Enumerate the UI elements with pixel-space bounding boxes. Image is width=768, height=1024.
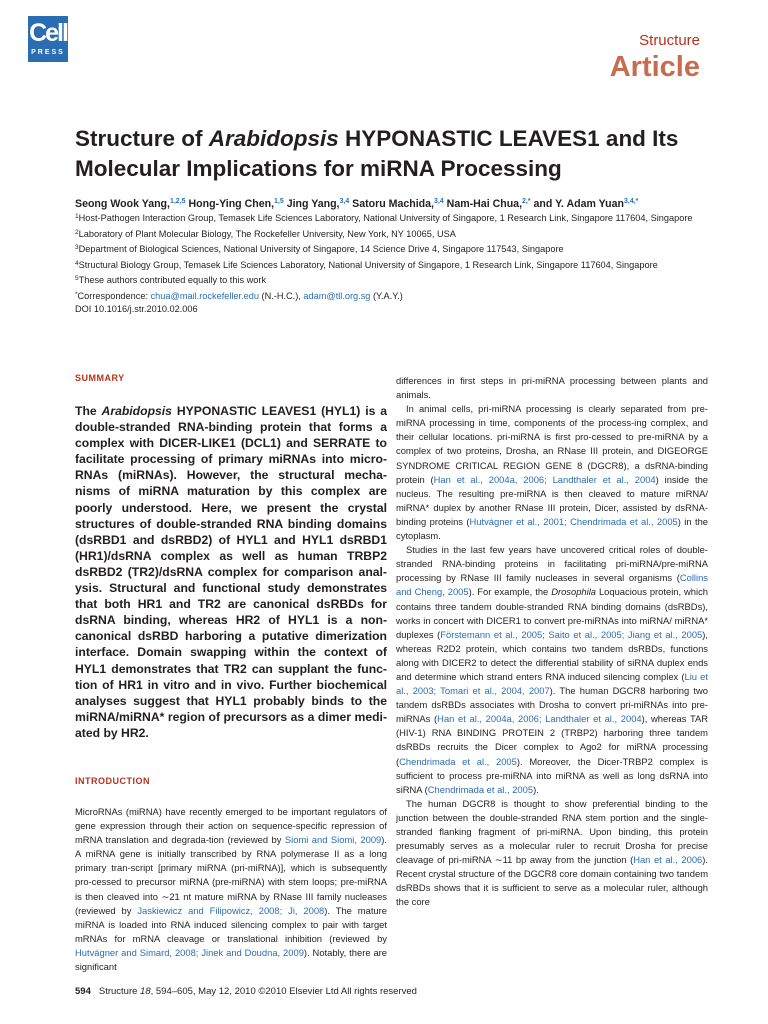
affiliation: $^5$These authors contributed equally to this work: [75, 275, 267, 285]
email-link-chua[interactable]: chua@mail.rockefeller.edu: [150, 290, 259, 301]
journal-name: Structure: [639, 32, 700, 49]
summary-text: The Arabidopsis HYPONASTIC LEAVES1 (HYL1) is a double-stranded RNA-binding protein that forms a complex with DICER-LIKE1 (DCL1) and SERRATE to facilitate processing of primary miRNAs into micro-RNAs (miRNAs). However, the structural mecha-nisms of miRNA maturation by this complex are poorly understood. Here, we present the crystal structures of double-stranded RNA binding domains (dsRBD1 and dsRBD2) of HYL1 and HYL1 dsRBD1 (HR1)/dsRNA complex as well as human TRBP2 dsRBD2 (TR2)/dsRNA complex for comparison anal-ysis. Structural and functional study demonstrates that both HR1 and TR2 are canonical dsRBDs for dsRNA binding, whereas HR2 of HYL1 is a non-canonical dsRBD harboring a putative dimerization interface. Domain swapping within the context of HYL1 demonstrates that TR2 can supplant the func-tion of HR1 in vitro and in vivo. Further biochemical analyses suggest that HYL1 probably binds to the miRNA/miRNA* region of precursors as a dimer medi-ated by HR2.: [75, 404, 387, 740]
right-column: [396, 374, 708, 910]
email-link-adam[interactable]: adam@tll.org.sg: [303, 290, 371, 301]
author: and Y. Adam Yuan$^{3,4,*}$: [530, 198, 639, 210]
introduction-heading: INTRODUCTION: [75, 775, 150, 786]
citation-link[interactable]: Liu et al., 2003; Tomari et al., 2004, 2007: [396, 670, 708, 697]
paragraph: MicroRNAs (miRNA) have recently emerged to be important regulators of gene expression through their action on sequence-specific repression of mRNA translation and degrada-tion (reviewed by Siomi and Siomi, 2009). A miRNA gene is initially transcribed by RNA polymerase II as a long primary tran-script [primary miRNA (pri-miRNA)], which is subsequently pro-cessed to precursor miRNA (pre-miRNA) with stem loops; pre-miRNA is then cleaved into ∼21 nt mature miRNA by RNase III family nucleases (reviewed by Jaskiewicz and Filipowicz, 2008; Ji, 2008). The mature miRNA is loaded into RNA induced silencing complex to pair with target mRNAs for mRNA cleavage or translational inhibition (reviewed by Hutvágner and Simard, 2008; Jinek and Doudna, 2009). Notably, there are significant: [75, 805, 387, 972]
logo-text: Cell: [29, 19, 67, 47]
author: Jing Yang,$^{3,4}$: [283, 198, 350, 210]
author: Nam-Hai Chua,$^{2,*}$: [443, 198, 531, 210]
summary-heading: SUMMARY: [75, 373, 125, 383]
logo-subtext: PRESS: [31, 49, 65, 56]
author-list: [75, 195, 715, 211]
affiliations: [75, 210, 715, 317]
citation-link[interactable]: Förstemann et al., 2005; Saito et al., 2005; Jiang et al., 2005: [440, 628, 703, 640]
paragraph: The human DGCR8 is thought to show preferential binding to the junction between the double-stranded RNA stem portion and the single-stranded flanking fragment of pri-miRNA. Upon binding, this protein presumably serves as a molecular ruler to recruit Drosha for precise cleavage of pri-miRNA ∼11 bp away from the junction (Han et al., 2006). Recent crystal structure of the DGCR8 core domain containing two tandem dsRBDs shows that it is sufficient to serve as a molecular ruler, although the core: [396, 797, 708, 908]
page-number: 594: [75, 986, 91, 997]
correspondence: *Correspondence: chua@mail.rockefeller.edu (N.-H.C.), adam@tll.org.sg (Y.A.Y.): [75, 290, 403, 301]
article-type: Article: [609, 51, 700, 83]
doi: DOI 10.1016/j.str.2010.02.006: [75, 304, 198, 314]
title-italic: Arabidopsis: [208, 126, 339, 151]
paragraph: differences in first steps in pri-miRNA processing between plants and animals.: [396, 375, 708, 401]
citation-link[interactable]: Chendrimada et al., 2005: [427, 783, 534, 795]
affiliation: $^2$Laboratory of Plant Molecular Biology, The Rockefeller University, New York, NY 10065, USA: [75, 228, 456, 239]
citation-link[interactable]: Han et al., 2004a, 2006; Landthaler et al., 2004: [433, 473, 656, 485]
left-column: [75, 372, 387, 974]
author: Hong-Ying Chen,$^{1,5}$: [185, 198, 284, 210]
citation-link[interactable]: Han et al., 2006: [633, 854, 703, 866]
paragraph: Studies in the last few years have uncovered critical roles of double-stranded RNA-binding proteins in facilitating pri-miRNA/pre-miRNA processing by RNase III family nucleases in several organisms (Collins and Cheng, 2005). For example, the Drosophila Loquacious protein, which contains three tandem double-stranded RNA binding domains (dsRBDs), works in concert with DICER1 to convert pre-miRNAs into miRNA/ miRNA* duplexes (Förstemann et al., 2005; Saito et al., 2005; Jiang et al., 2005), whereas R2D2 protein, which contains two tandem dsRBDs, functions along with DICER2 to detect the differential stability of siRNA duplex ends and determine which strand enters RNA induced silencing complex (Liu et al., 2003; Tomari et al., 2004, 2007). The human DGCR8 harboring two tandem dsRBDs associates with Drosha to convert pri-miRNAs into pre-miRNAs (Han et al., 2004a, 2006; Landthaler et al., 2004), whereas TAR (HIV-1) RNA BINDING PROTEIN 2 (TRBP2) harboring three tandem dsRBDs recruits the Dicer complex to Ago2 for miRNA processing (Chendrimada et al., 2005). Moreover, the Dicer-TRBP2 complex is sufficient to process pre-miRNA into miRNA as well as long dsRNA into siRNA (Chendrimada et al., 2005).: [396, 544, 709, 795]
affiliation: $^1$Host-Pathogen Interaction Group, Temasek Life Sciences Laboratory, National University of Singapore, 1 Research Link, Singapore 117604, Singapore: [75, 213, 693, 223]
affiliation: $^4$Structural Biology Group, Temasek Life Sciences Laboratory, National University of Singapore, 1 Research Link, Singapore 117604, Singapore: [75, 259, 658, 270]
citation-link[interactable]: Hutvágner and Simard, 2008; Jinek and Doudna, 2009: [75, 946, 304, 958]
citation-link[interactable]: Hutvágner et al., 2001; Chendrimada et al., 2005: [469, 515, 678, 527]
paper-title: Structure of Arabidopsis HYPONASTIC LEAVES1 and Its Molecular Implications for miRNA Processing: [75, 126, 679, 181]
citation-link[interactable]: Collins and Cheng, 2005: [396, 572, 708, 598]
citation-link[interactable]: Jaskiewicz and Filipowicz, 2008; Ji, 2008: [137, 904, 325, 916]
affiliation: $^3$Department of Biological Sciences, National University of Singapore, 14 Science Drive 4, Singapore 117543, Singapore: [75, 244, 564, 254]
cell-press-logo: [28, 16, 68, 62]
page-footer: 594 Structure 18, 594–605, May 12, 2010 ©2010 Elsevier Ltd All rights reserved: [75, 986, 417, 997]
citation-link[interactable]: Siomi and Siomi, 2009: [284, 834, 382, 846]
citation-link[interactable]: Chendrimada et al., 2005: [399, 755, 517, 767]
author: Satoru Machida,$^{3,4}$: [349, 198, 444, 210]
introduction-text: [75, 805, 387, 974]
author: Seong Wook Yang,$^{1,2,5}$: [75, 198, 186, 210]
citation-link[interactable]: Han et al., 2004a, 2006; Landthaler et al., 2004: [437, 713, 642, 725]
paragraph: In animal cells, pri-miRNA processing is clearly separated from pre-miRNA processing in time, components of the process-ing complex, and their cellular locations. pri-miRNA is first pro-cessed to pre-miRNA by a complex of two proteins, Drosha, an RNase III protein, and DIGEORGE SYNDROME CRITICAL REGION GENE 8 (DGCR8), a dsRNA-binding protein (Han et al., 2004a, 2006; Landthaler et al., 2004) inside the nucleus. The resulting pre-miRNA is then cleaved to mature miRNA/ miRNA* duplex by another RNase III protein, Dicer, assisted by dsRNA-binding proteins (Hutvágner et al., 2001; Chendrimada et al., 2005) in the cytoplasm.: [396, 403, 709, 542]
